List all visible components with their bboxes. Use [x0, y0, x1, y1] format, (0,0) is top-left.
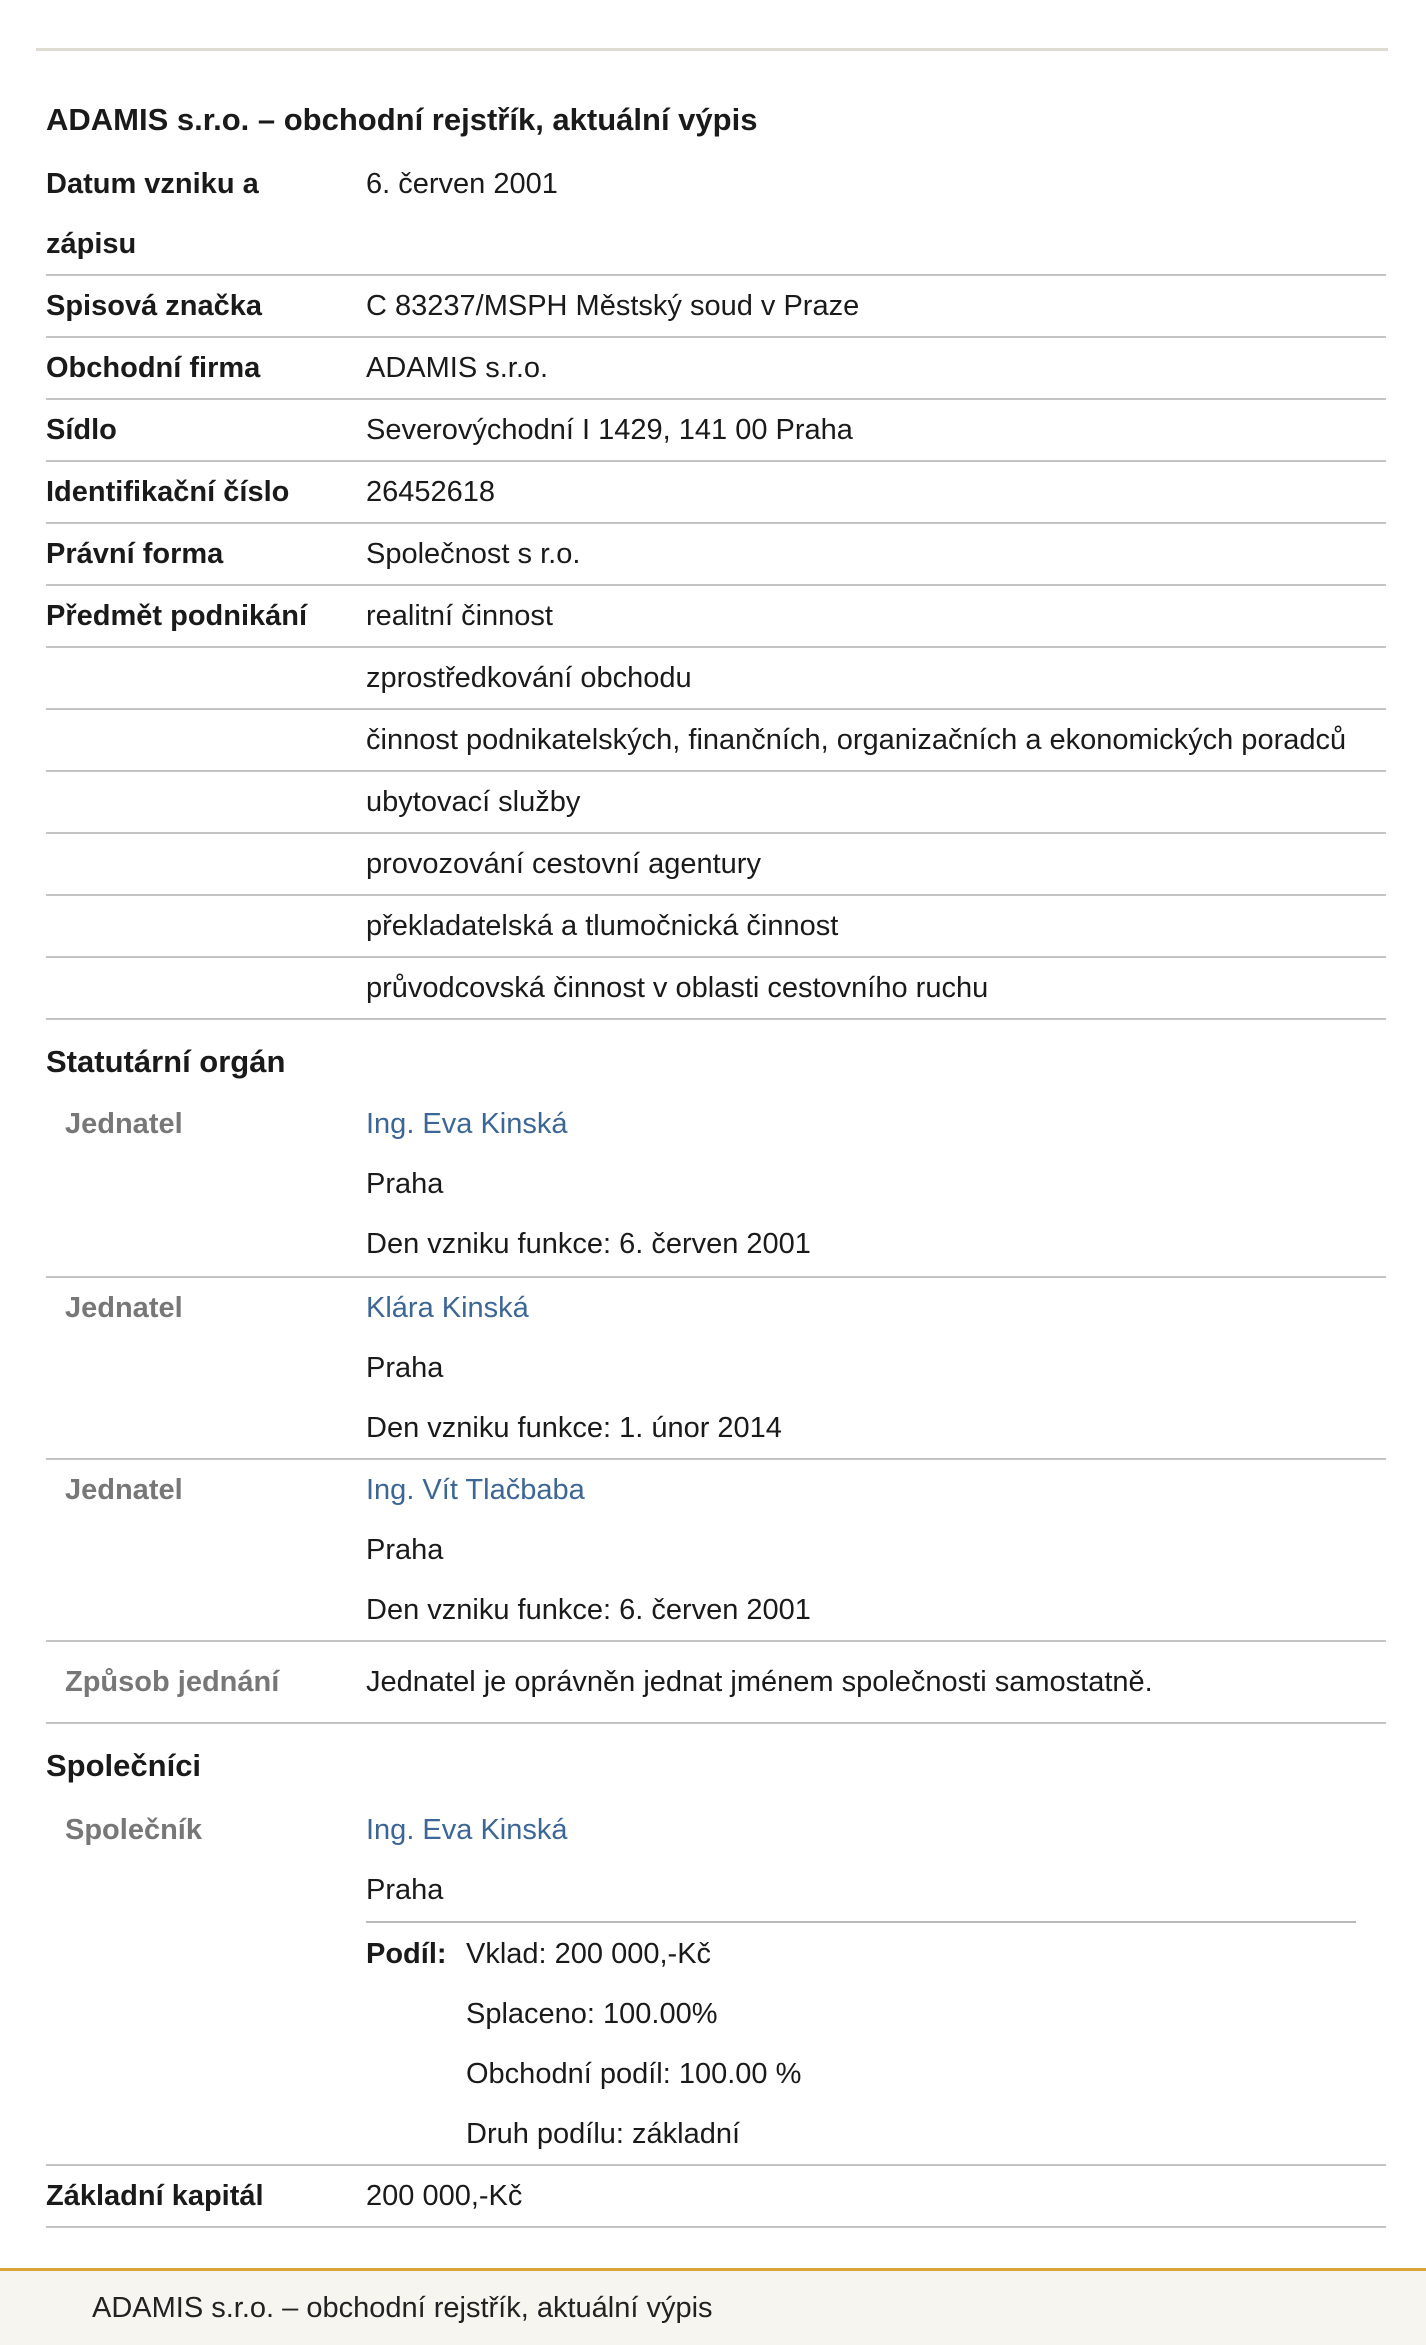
podil-details	[466, 1924, 801, 2164]
footer-caption: ADAMIS s.r.o. – obchodní rejstřík, aktuální výpis	[92, 2292, 713, 2324]
row-jednatel	[46, 1094, 1386, 1278]
label-pravni-forma: Právní forma	[46, 538, 224, 570]
label-spolecnik: Společník	[65, 1814, 202, 1846]
value-pravni-forma: Společnost s r.o.	[366, 538, 581, 570]
podil-obchodni: Obchodní podíl: 100.00 %	[466, 2058, 802, 2090]
jednatel-details	[366, 1460, 811, 1640]
jednatel-name-link[interactable]: Ing. Eva Kinská	[366, 1108, 568, 1140]
label-jednatel: Jednatel	[65, 1474, 183, 1506]
row-jednatel	[46, 1460, 1386, 1642]
label-zpusob-jednani: Způsob jednání	[65, 1666, 280, 1698]
row-predmet-item	[46, 834, 1386, 896]
podil-vklad: Vklad: 200 000,-Kč	[466, 1938, 712, 1970]
podil-druh: Druh podílu: základní	[466, 2118, 741, 2150]
label-jednatel: Jednatel	[65, 1108, 183, 1140]
row-pravni-forma	[46, 524, 1386, 586]
jednatel-since: Den vzniku funkce: 1. únor 2014	[366, 1412, 782, 1444]
label-datum-line2: zápisu	[46, 228, 137, 260]
row-zakladni-kapital	[46, 2166, 1386, 2228]
value-obchodni-firma: ADAMIS s.r.o.	[366, 352, 549, 384]
label-datum-vzniku	[46, 154, 259, 274]
label-podil: Podíl:	[366, 1938, 447, 1970]
row-predmet-item	[46, 958, 1386, 1020]
jednatel-city: Praha	[366, 1168, 444, 1200]
row-identifikacni-cislo	[46, 462, 1386, 524]
row-jednatel	[46, 1278, 1386, 1460]
predmet-item: průvodcovská činnost v oblasti cestovního ruchu	[366, 972, 989, 1004]
label-datum-line1: Datum vzniku a	[46, 168, 259, 200]
value-spisova-znacka: C 83237/MSPH Městský soud v Praze	[366, 290, 860, 322]
spolecnik-name-link[interactable]: Ing. Eva Kinská	[366, 1814, 568, 1846]
label-sidlo: Sídlo	[46, 414, 117, 446]
row-predmet-item	[46, 648, 1386, 710]
spolecnik-city: Praha	[366, 1874, 444, 1906]
label-obchodni-firma: Obchodní firma	[46, 352, 261, 384]
jednatel-details	[366, 1094, 811, 1274]
jednatel-since: Den vzniku funkce: 6. červen 2001	[366, 1228, 811, 1260]
jednatel-city: Praha	[366, 1534, 444, 1566]
row-predmet-podnikani	[46, 586, 1386, 648]
predmet-item: zprostředkování obchodu	[366, 662, 692, 694]
jednatel-name-link[interactable]: Ing. Vít Tlačbaba	[366, 1474, 585, 1506]
label-zakladni-kapital: Základní kapitál	[46, 2180, 264, 2212]
jednatel-details	[366, 1278, 782, 1458]
jednatel-city: Praha	[366, 1352, 444, 1384]
label-jednatel: Jednatel	[65, 1292, 183, 1324]
label-spisova-znacka: Spisová značka	[46, 290, 262, 322]
row-predmet-item	[46, 772, 1386, 834]
spolecnik-details	[366, 1800, 568, 1920]
jednatel-name-link[interactable]: Klára Kinská	[366, 1292, 529, 1324]
jednatel-since: Den vzniku funkce: 6. červen 2001	[366, 1594, 811, 1626]
page-title: ADAMIS s.r.o. – obchodní rejstřík, aktuální výpis	[46, 102, 758, 137]
row-obchodni-firma	[46, 338, 1386, 400]
predmet-item: činnost podnikatelských, finančních, organizačních a ekonomických poradců	[366, 724, 1347, 756]
row-predmet-item	[46, 896, 1386, 958]
row-predmet-item	[46, 710, 1386, 772]
row-datum-vzniku	[46, 154, 1386, 276]
podil-splaceno: Splaceno: 100.00%	[466, 1998, 718, 2030]
section-heading-spolecnici: Společníci	[46, 1748, 202, 1783]
value-zakladni-kapital: 200 000,-Kč	[366, 2180, 523, 2212]
section-heading-statutarni-organ: Statutární orgán	[46, 1044, 286, 1079]
value-sidlo: Severovýchodní I 1429, 141 00 Praha	[366, 414, 853, 446]
row-spisova-znacka	[46, 276, 1386, 338]
value-datum-vzniku: 6. červen 2001	[366, 168, 558, 200]
predmet-item: realitní činnost	[366, 600, 553, 632]
predmet-item: ubytovací služby	[366, 786, 581, 818]
value-zpusob-jednani: Jednatel je oprávněn jednat jménem společnosti samostatně.	[366, 1666, 1153, 1698]
value-identifikacni-cislo: 26452618	[366, 476, 496, 508]
label-predmet-podnikani: Předmět podnikání	[46, 600, 308, 632]
row-sidlo	[46, 400, 1386, 462]
row-zpusob-jednani	[46, 1642, 1386, 1724]
predmet-item: provozování cestovní agentury	[366, 848, 761, 880]
predmet-item: překladatelská a tlumočnická činnost	[366, 910, 839, 942]
label-identifikacni-cislo: Identifikační číslo	[46, 476, 290, 508]
podil-divider	[366, 1921, 1356, 1923]
